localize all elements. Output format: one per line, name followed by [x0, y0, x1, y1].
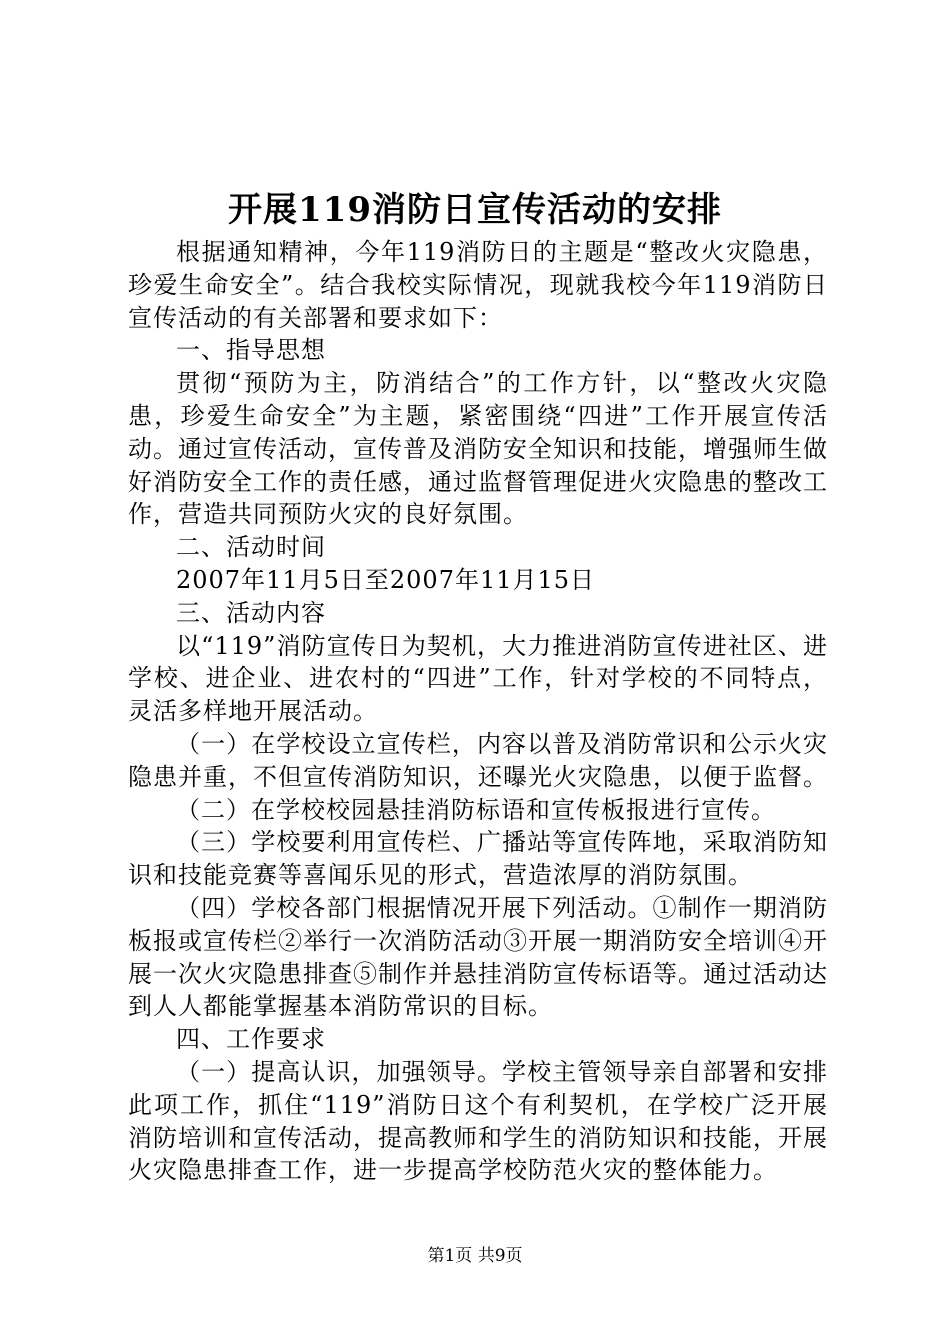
heading-guiding-ideology: 一、指导思想: [176, 336, 326, 365]
paragraph-content-item-2: （二）在学校校园悬挂消防标语和宣传板报进行宣传。: [176, 795, 776, 824]
paragraph-activity-time: 2007年11月5日至2007年11月15日: [176, 565, 596, 594]
paragraph-requirement-item-1: （一）提高认识，加强领导。学校主管领导亲自部署和安排此项工作，抓住“119”消防日这个有利契机，在学校广泛开展消防培训和宣传活动，提高教师和学生的消防知识和技能，开展火灾隐患排查工作，进一步提高学校防范火灾的整体能力。: [128, 1057, 828, 1185]
paragraph-content-item-1: （一）在学校设立宣传栏，内容以普及消防常识和公示火灾隐患并重，不但宣传消防知识，还曝光火灾隐患，以便于监督。: [128, 729, 828, 791]
heading-work-requirements: 四、工作要求: [176, 1025, 326, 1054]
page-number-footer: 第1页 共9页: [427, 1246, 523, 1266]
paragraph-content-item-4: （四）学校各部门根据情况开展下列活动。①制作一期消防板报或宣传栏②举行一次消防活动③开展一期消防安全培训④开展一次火灾隐患排查⑤制作并悬挂消防宣传标语等。通过活动达到人人都能掌握基本消防常识的目标。: [128, 893, 828, 1021]
heading-activity-time: 二、活动时间: [176, 533, 326, 562]
document-title: 开展119消防日宣传活动的安排: [228, 190, 722, 230]
paragraph-intro: 根据通知精神，今年119消防日的主题是“整改火灾隐患，珍爱生命安全”。结合我校实际情况，现就我校今年119消防日宣传活动的有关部署和要求如下：: [128, 238, 828, 332]
paragraph-activity-content: 以“119”消防宣传日为契机，大力推进消防宣传进社区、进学校、进企业、进农村的“四进”工作，针对学校的不同特点，灵活多样地开展活动。: [128, 631, 828, 726]
paragraph-guiding-ideology: 贯彻“预防为主，防消结合”的工作方针，以“整改火灾隐患，珍爱生命安全”为主题，紧密围绕“四进”工作开展宣传活动。通过宣传活动，宣传普及消防安全知识和技能，增强师生做好消防安全工作的责任感，通过监督管理促进火灾隐患的整改工作，营造共同预防火灾的良好氛围。: [128, 369, 828, 529]
heading-activity-content: 三、活动内容: [176, 598, 326, 627]
document-body: [128, 236, 828, 1187]
paragraph-content-item-3: （三）学校要利用宣传栏、广播站等宣传阵地，采取消防知识和技能竞赛等喜闻乐见的形式，营造浓厚的消防氛围。: [128, 828, 828, 890]
